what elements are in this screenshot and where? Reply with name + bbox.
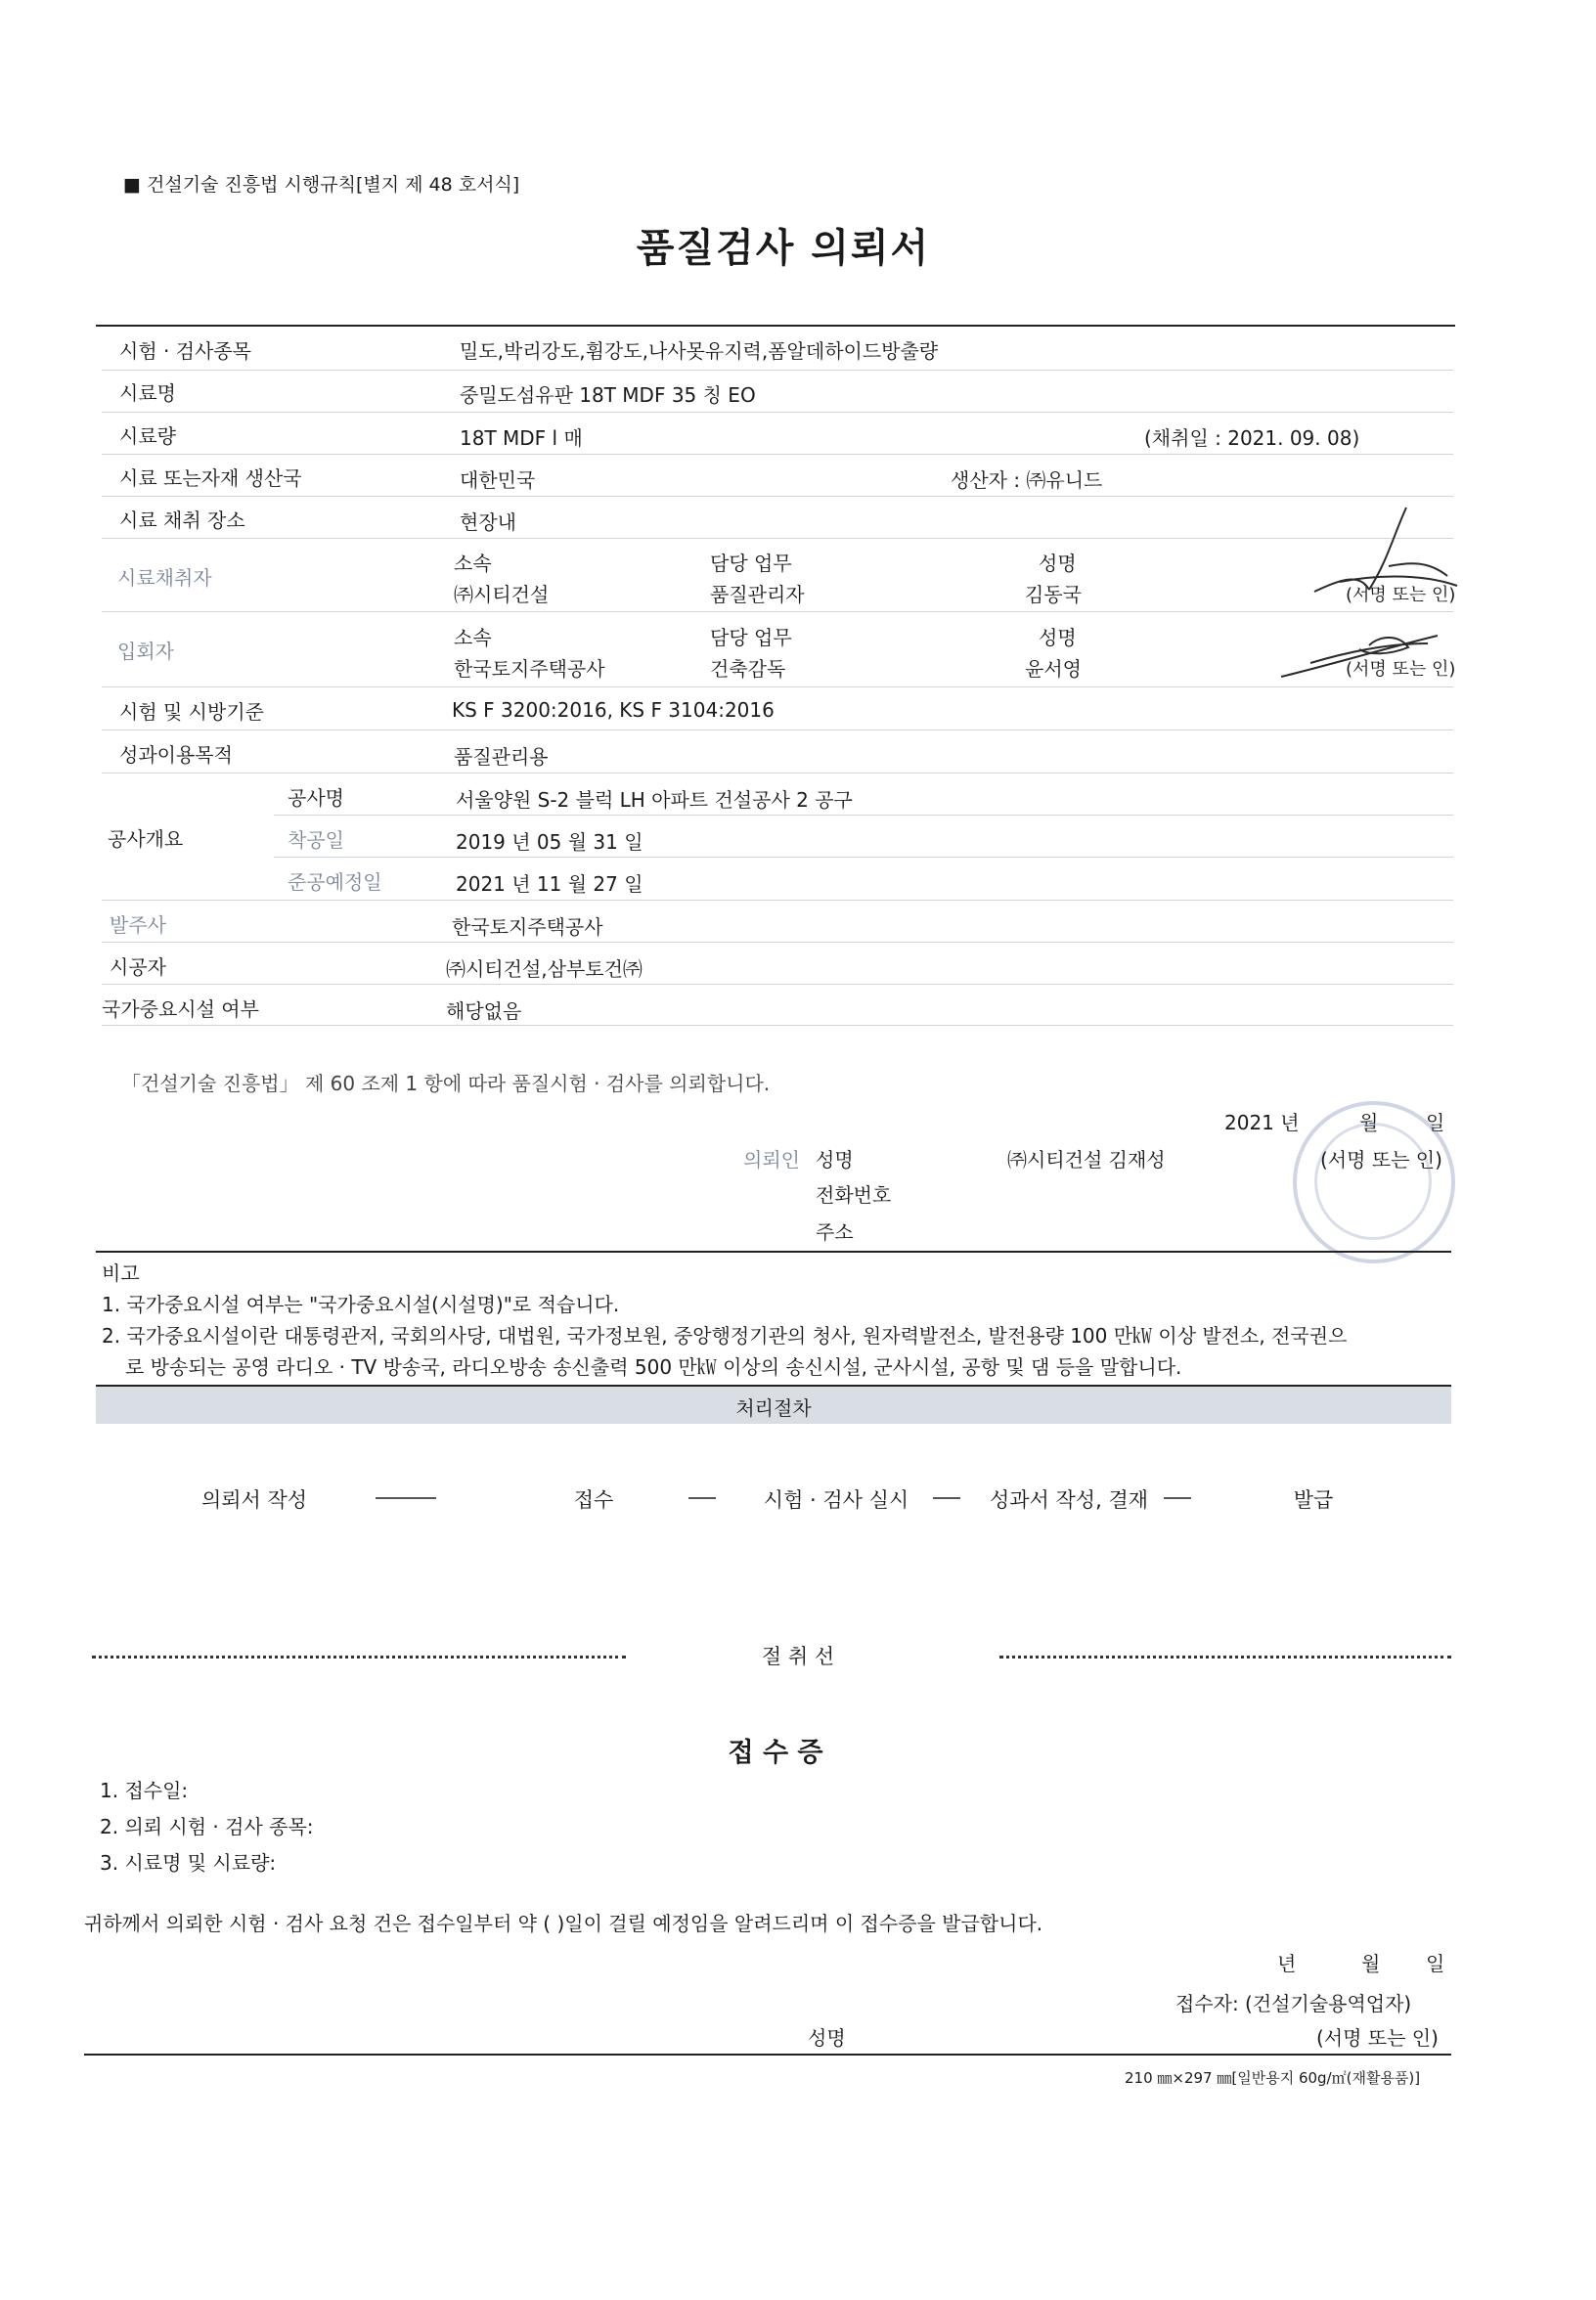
requester-phone-label: 전화번호 bbox=[816, 1183, 892, 1207]
row-divider bbox=[102, 1025, 1453, 1026]
receipt-sign-note: (서명 또는 인) bbox=[1316, 2026, 1439, 2050]
end-label: 준공예정일 bbox=[288, 870, 382, 894]
notes-title: 비고 bbox=[102, 1261, 140, 1285]
sample-qty-label: 시료량 bbox=[119, 424, 176, 448]
witness-org-label: 소속 bbox=[454, 626, 492, 649]
note-2-line-1: 2. 국가중요시설이란 대통령관저, 국회의사당, 대법원, 국가정보원, 중앙행정기관의 청사, 원자력발전소, 발전용량 100 만㎾ 이상 발전소, 전국권으 bbox=[102, 1324, 1348, 1348]
row-divider bbox=[102, 773, 1453, 774]
row-divider bbox=[102, 611, 1453, 612]
procedure-title: 처리절차 bbox=[735, 1396, 812, 1420]
sampler-name-label: 성명 bbox=[1039, 552, 1077, 575]
end-value: 2021 년 11 월 27 일 bbox=[456, 872, 643, 896]
step-receipt: 접수 bbox=[573, 1488, 614, 1512]
regulation-note: ■ 건설기술 진흥법 시행규칙[별지 제 48 호서식] bbox=[123, 174, 520, 196]
row-divider bbox=[102, 370, 1453, 371]
step-arrow bbox=[376, 1497, 436, 1499]
sample-qty-value: 18T MDF l 매 bbox=[460, 426, 583, 450]
row-divider bbox=[102, 412, 1453, 413]
sample-name-value: 중밀도섬유판 18T MDF 35 칭 EO bbox=[460, 383, 756, 407]
requester-name-label: 성명 bbox=[816, 1148, 854, 1172]
step-request-writing: 의뢰서 작성 bbox=[200, 1488, 308, 1512]
sampler-duty-label: 담당 업무 bbox=[710, 552, 792, 575]
origin-value: 대한민국 bbox=[460, 468, 536, 492]
origin-label: 시료 또는자재 생산국 bbox=[119, 466, 302, 490]
sampling-place-value: 현장내 bbox=[460, 510, 516, 534]
official-seal-inner bbox=[1314, 1123, 1432, 1240]
witness-org-value: 한국토지주택공사 bbox=[454, 657, 605, 681]
purpose-label: 성과이용목적 bbox=[119, 743, 233, 767]
witness-label: 입회자 bbox=[117, 640, 174, 663]
request-divider bbox=[96, 1251, 1451, 1253]
sampler-name-value: 김동국 bbox=[1025, 583, 1082, 606]
standard-label: 시험 및 시방기준 bbox=[119, 700, 264, 724]
sampling-date: (채취일 : 2021. 09. 08) bbox=[1144, 426, 1360, 450]
witness-duty-label: 담당 업무 bbox=[710, 626, 792, 649]
row-divider bbox=[274, 815, 1453, 816]
receipt-year: 년 bbox=[1277, 1952, 1297, 1975]
step-report-approval: 성과서 작성, 결재 bbox=[989, 1488, 1149, 1512]
client-label: 발주사 bbox=[110, 913, 166, 937]
sampler-duty-value: 품질관리자 bbox=[710, 583, 805, 606]
paper-spec-footer: 210 ㎜×297 ㎜[일반용지 60g/㎡(재활용품)] bbox=[1125, 2069, 1421, 2087]
row-divider bbox=[102, 900, 1453, 901]
project-label: 공사개요 bbox=[108, 827, 184, 851]
receipt-receiver: 접수자: (건설기술용역업자) bbox=[1175, 1992, 1412, 2015]
witness-signature bbox=[1271, 626, 1457, 685]
note-2-line-2: 로 방송되는 공영 라디오 · TV 방송국, 라디오방송 송신출력 500 만㎾ 이상의 송신시설, 군사시설, 공항 및 댐 등을 말합니다. bbox=[125, 1355, 1182, 1379]
item-label: 시험 · 검사종목 bbox=[119, 339, 251, 363]
row-divider bbox=[102, 496, 1453, 497]
sampler-label: 시료채취자 bbox=[117, 566, 212, 590]
requester-sign-note: (서명 또는 인) bbox=[1320, 1148, 1442, 1172]
request-day: 일 bbox=[1426, 1111, 1445, 1134]
standard-value: KS F 3200:2016, KS F 3104:2016 bbox=[452, 698, 775, 722]
start-label: 착공일 bbox=[288, 828, 344, 852]
row-divider bbox=[102, 984, 1453, 985]
bottom-rule bbox=[84, 2054, 1451, 2056]
sampler-org-label: 소속 bbox=[454, 552, 492, 575]
receipt-item-1: 1. 접수일: bbox=[100, 1779, 189, 1802]
requester-label: 의뢰인 bbox=[743, 1148, 800, 1172]
row-divider bbox=[102, 686, 1453, 687]
receipt-name-label: 성명 bbox=[808, 2026, 846, 2050]
contractor-label: 시공자 bbox=[110, 955, 166, 979]
witness-name-value: 윤서영 bbox=[1025, 657, 1082, 681]
request-year: 2021 년 bbox=[1224, 1111, 1300, 1134]
sampling-place-label: 시료 채취 장소 bbox=[119, 509, 245, 532]
page-title: 품질검사 의뢰서 bbox=[636, 226, 931, 271]
witness-duty-value: 건축감독 bbox=[710, 657, 786, 681]
note-1: 1. 국가중요시설 여부는 "국가중요시설(시설명)"로 적습니다. bbox=[102, 1293, 620, 1316]
row-divider bbox=[102, 942, 1453, 943]
receipt-item-3: 3. 시료명 및 시료량: bbox=[100, 1851, 277, 1875]
top-divider bbox=[96, 325, 1455, 327]
row-divider bbox=[274, 857, 1453, 858]
project-name-label: 공사명 bbox=[288, 786, 344, 810]
receipt-notice: 귀하께서 의뢰한 시험 · 검사 요청 건은 접수일부터 약 ( )일이 걸릴 예정임을 알려드리며 이 접수증을 발급합니다. bbox=[84, 1912, 1043, 1935]
row-divider bbox=[102, 454, 1453, 455]
contractor-value: ㈜시티건설,삼부토건㈜ bbox=[446, 957, 643, 981]
witness-name-label: 성명 bbox=[1039, 626, 1077, 649]
step-arrow bbox=[933, 1497, 960, 1499]
step-test-inspection: 시험 · 검사 실시 bbox=[763, 1488, 909, 1512]
request-month: 월 bbox=[1359, 1111, 1379, 1134]
purpose-value: 품질관리용 bbox=[454, 745, 549, 769]
requester-name-value: ㈜시티건설 김재성 bbox=[1007, 1148, 1166, 1172]
client-value: 한국토지주택공사 bbox=[452, 915, 603, 939]
receipt-title: 접 수 증 bbox=[728, 1738, 823, 1768]
sampler-org-value: ㈜시티건설 bbox=[454, 583, 550, 606]
receipt-month: 월 bbox=[1361, 1952, 1381, 1975]
item-value: 밀도,박리강도,휨강도,나사못유지력,폼알데하이드방출량 bbox=[460, 339, 939, 363]
project-name-value: 서울양원 S-2 블럭 LH 아파트 건설공사 2 공구 bbox=[456, 788, 853, 812]
national-facility-label: 국가중요시설 여부 bbox=[102, 997, 259, 1021]
request-statement: 「건설기술 진흥법」 제 60 조제 1 항에 따라 품질시험 · 검사를 의뢰합니다. bbox=[121, 1072, 771, 1095]
sampler-signature bbox=[1301, 504, 1467, 611]
sampler-sign-note: (서명 또는 인) bbox=[1346, 585, 1456, 605]
step-issue: 발급 bbox=[1293, 1488, 1334, 1512]
national-facility-value: 해당없음 bbox=[446, 999, 522, 1023]
witness-sign-note: (서명 또는 인) bbox=[1346, 659, 1456, 680]
requester-address-label: 주소 bbox=[816, 1220, 854, 1244]
cut-line-right bbox=[999, 1656, 1451, 1659]
receipt-day: 일 bbox=[1426, 1952, 1445, 1975]
cut-line-label: 절 취 선 bbox=[761, 1645, 835, 1668]
row-divider bbox=[102, 538, 1453, 539]
receipt-item-2: 2. 의뢰 시험 · 검사 종목: bbox=[100, 1815, 314, 1838]
sample-name-label: 시료명 bbox=[119, 381, 176, 405]
step-arrow bbox=[1164, 1497, 1191, 1499]
start-value: 2019 년 05 월 31 일 bbox=[456, 830, 643, 854]
producer: 생산자 : ㈜유니드 bbox=[951, 468, 1103, 492]
step-arrow bbox=[688, 1497, 716, 1499]
